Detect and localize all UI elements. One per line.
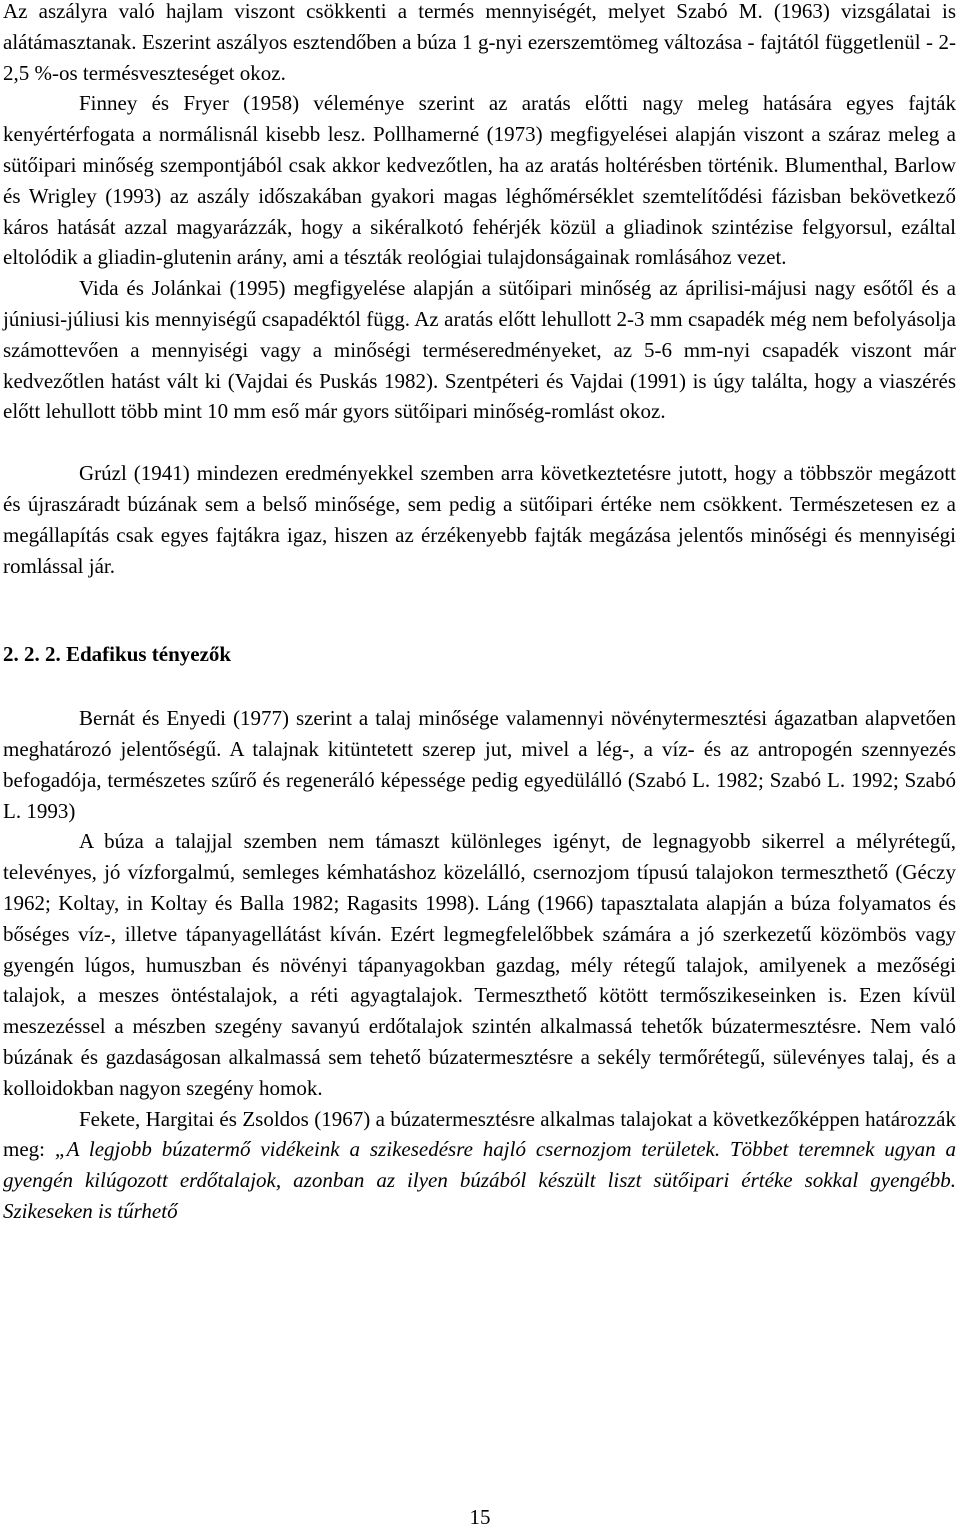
spacer xyxy=(3,427,956,458)
paragraph-buza-talaj: A búza a talajjal szemben nem támaszt különleges igényt, de legnagyobb sikerrel a mélyrétegű, televényes, jó vízforgalmú, semleges kémhatáshoz közelálló, csernozjom típusú talajokon termeszthető (Géczy 1962; Koltay, in Koltay és Balla 1982; Ragasits 1998). Láng (1966) tapasztalata alapján a búza folyamatos és bőséges víz-, illetve tápanyagellátást kíván. Ezért legmegfelelőbbek számára a jó szerkezetű közömbös vagy gyengén lúgos, humuszban és növényi tápanyagokban gazdag, mély rétegű talajok, amilyenek a mezőségi talajok, a meszes öntéstalajok, a réti agyagtalajok. Termeszthető kötött termőszikeseinken is. Ezen kívül meszezéssel a mészben szegény savanyú erdőtalajok szintén alkalmassá tehetők búzatermesztésre. Nem való búzának és gazdaságosan alkalmassá sem tehető búzatermesztésre a sekély termőrétegű, sülevényes talaj, és a kolloidokban nagyon szegény homok. xyxy=(3,829,956,1100)
spacer xyxy=(3,581,956,639)
paragraph-fekete-quote: „A legjobb búzatermő vidékeink a szikesedésre hajló csernozjom területek. Többet teremnek ugyan a gyengén kilúgozott erdőtalajok, azonban az ilyen búzából készült liszt sütőipari értéke sokkal gyengébb. Szikeseken is tűrhető xyxy=(3,1137,956,1223)
paragraph-gruzl: Grúzl (1941) mindezen eredményekkel szemben arra következtetésre jutott, hogy a többször megázott és újraszáradt búzának sem a belső minősége, sem pedig a sütőipari értéke nem csökkent. Természetesen ez a megállapítás csak egyes fajtákra igaz, hiszen az érzékenyebb fajták megázása jelentős minőségi és mennyiségi romlással jár. xyxy=(3,461,956,578)
spacer xyxy=(3,670,956,703)
page-number: 15 xyxy=(469,1505,491,1529)
section-heading: 2. 2. 2. Edafikus tényezők xyxy=(3,642,232,667)
paragraph-vida: Vida és Jolánkai (1995) megfigyelése alapján a sütőipari minőség az áprilisi-májusi nagy esőtől és a júniusi-júliusi kis mennyiségű csapadéktól függ. Az aratás előtt lehullott 2-3 mm csapadék még nem befolyásolja számottevően a mennyiségi vagy a minőségi terméseredményeket, az 5-6 mm-nyi csapadék viszont már kedvezőtlen hatást vált ki (Vajdai és Puskás 1982). Szentpéteri és Vajdai (1991) is úgy találta, hogy a viaszérés előtt lehullott több mint 10 mm eső már gyors sütőipari minőség-romlást okoz. xyxy=(3,276,956,424)
paragraph-fekete-text: Fekete, Hargitai és Zsoldos (1967) a búzatermesztésre alkalmas talajokat a következőképpen határozzák meg: xyxy=(3,1106,956,1162)
paragraph-aszaly: Az aszályra való hajlam viszont csökkenti a termés mennyiségét, melyet Szabó M. (1963) vizsgálatai is alátámasztanak. Eszerint aszályos esztendőben a búza 1 g-nyi ezerszemtömeg változása - fajtától függetlenül - 2-2,5 %-os termésveszteséget okoz. xyxy=(3,0,956,85)
paragraph-bernat: Bernát és Enyedi (1977) szerint a talaj minősége valamennyi növénytermesztési ágazatban alapvetően meghatározó jelentőségű. A talajnak kitüntetett szerep jut, mivel a lég-, a víz- és az antropogén szennyezés befogadója, természetes szűrő és regeneráló képessége pedig egyedülálló (Szabó L. 1982; Szabó L. 1992; Szabó L. 1993) xyxy=(3,706,956,823)
paragraph-finney: Finney és Fryer (1958) véleménye szerint az aratás előtti nagy meleg hatására egyes fajták kenyértérfogata a normálisnál kisebb lesz. Pollhamerné (1973) megfigyelései alapján viszont a száraz meleg a sütőipari minőség szempontjából csak akkor kedvezőtlen, ha az aratás holtérésben történik. Blumenthal, Barlow és Wrigley (1993) az aszály időszakában gyakori magas léghőmérséklet szemtelítődési fázisban bekövetkező káros hatását azzal magyarázzák, hogy a sikéralkotó fehérjék közül a gliadinok szintézise felgyorsul, ezáltal eltolódik a gliadin-glutenin arány, ami a tészták reológiai tulajdonságainak romlásához vezet. xyxy=(3,91,956,270)
paragraph-fekete xyxy=(3,1104,956,1227)
document-page xyxy=(3,0,956,1227)
